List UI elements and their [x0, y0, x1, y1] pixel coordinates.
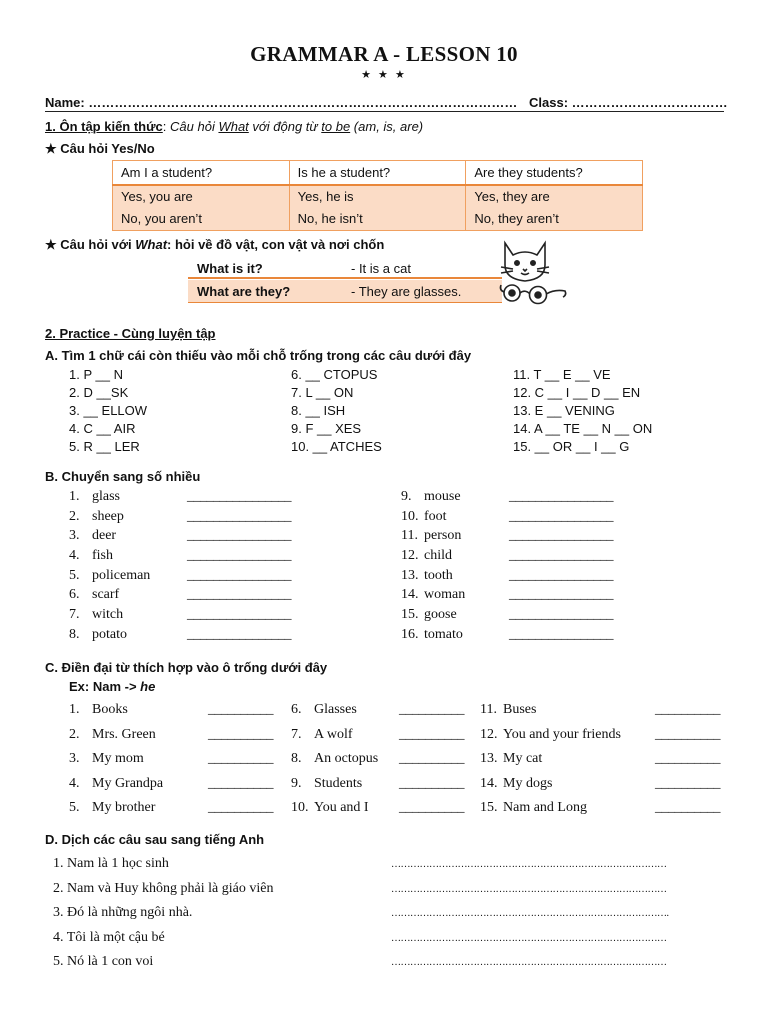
item-number: 5. [69, 567, 80, 583]
answer-blank[interactable]: ________________ [509, 548, 613, 564]
partC-example: Ex: Nam -> he [69, 679, 156, 694]
item-word: Books [92, 702, 128, 717]
section1-number: 1. Ôn tập kiến thức [45, 119, 163, 134]
partA-heading: A. Tìm 1 chữ cái còn thiếu vào mỗi chỗ trống trong các câu dưới đây [45, 348, 472, 363]
answer-blank[interactable]: ________________ [187, 548, 291, 564]
what-answer: - They are glasses. [351, 284, 462, 299]
item-word: goose [424, 607, 457, 623]
item-number: 13. [480, 751, 498, 766]
item-number: 3. [69, 751, 80, 766]
cat-with-glasses-icon [495, 235, 570, 310]
item-word: person [424, 528, 462, 544]
translation-item: 3. Đó là những ngôi nhà. [53, 905, 193, 920]
answer-dotted-line[interactable]: …………………………………………………………………………… [391, 957, 667, 968]
item-number: 12. [480, 726, 498, 742]
answer-dotted-line[interactable]: …………………………………………………………………………… [391, 932, 667, 944]
partC-heading: C. Điền đại từ thích hợp vào ô trống dưới đây [45, 660, 328, 675]
section1-heading: 1. Ôn tập kiến thức: Câu hỏi What với động từ to be (am, is, are) [45, 119, 424, 134]
yesno-cell: Yes, he is [289, 185, 466, 208]
answer-blank[interactable]: ________________ [187, 587, 291, 603]
item-word: My mom [92, 751, 144, 766]
answer-blank[interactable]: ________________ [509, 508, 613, 524]
answer-blank[interactable]: __________ [655, 702, 720, 717]
list-item: 10. __ ATCHES [291, 439, 382, 454]
yesno-cell: Yes, they are [466, 185, 643, 208]
answer-blank[interactable]: __________ [208, 800, 273, 815]
list-item: 3. __ ELLOW [69, 403, 148, 418]
answer-blank[interactable]: ________________ [509, 528, 613, 544]
list-item: 7. L __ ON [291, 385, 354, 400]
yesno-header: Am I a student? [113, 161, 290, 185]
answer-blank[interactable]: __________ [655, 751, 720, 766]
item-number: 11. [401, 528, 418, 544]
list-item: 12. C __ I __ D __ EN [513, 385, 641, 400]
list-item: 14. A __ TE __ N __ ON [513, 421, 653, 436]
list-item: 9. F __ XES [291, 421, 362, 436]
item-number: 4. [69, 775, 80, 791]
item-word: My brother [92, 800, 156, 815]
answer-blank[interactable]: ________________ [187, 508, 291, 524]
answer-blank[interactable]: __________ [208, 726, 273, 742]
answer-blank[interactable]: ________________ [187, 607, 291, 623]
what-question: What is it? [197, 261, 263, 276]
item-word: tomato [424, 626, 463, 642]
item-word: You and I [314, 800, 369, 815]
answer-blank[interactable]: ________________ [187, 489, 291, 504]
item-number: 15. [401, 607, 419, 623]
yesno-heading: ★ Câu hỏi Yes/No [45, 141, 155, 156]
translation-item: 2. Nam và Huy không phải là giáo viên [53, 880, 274, 896]
item-word: woman [424, 587, 466, 603]
item-word: glass [92, 489, 120, 504]
item-number: 10. [291, 800, 309, 815]
item-word: child [424, 548, 452, 564]
name-field[interactable]: Name: ……………………………………………………………………………………… [45, 95, 518, 110]
item-number: 5. [69, 800, 80, 815]
yesno-cell: Yes, you are [113, 185, 290, 208]
answer-blank[interactable]: __________ [208, 702, 273, 717]
item-word: Mrs. Green [92, 726, 156, 742]
section2-heading: 2. Practice - Cùng luyện tập [45, 326, 216, 341]
translation-item: 1. Nam là 1 học sinh [53, 856, 169, 871]
list-item: 5. R __ LER [69, 439, 140, 454]
item-number: 2. [69, 726, 80, 742]
item-number: 8. [291, 751, 302, 766]
item-number: 10. [401, 508, 419, 524]
partA-col1 [69, 366, 147, 456]
yesno-cell: No, they aren’t [466, 208, 643, 231]
item-word: Buses [503, 702, 537, 717]
name-class-row [45, 95, 728, 112]
item-word: tooth [424, 567, 453, 583]
item-number: 6. [291, 702, 302, 717]
item-number: 6. [69, 587, 80, 603]
answer-blank[interactable]: __________ [399, 800, 464, 815]
list-item: 4. C __ AIR [69, 421, 136, 436]
list-item: 15. __ OR __ I __ G [513, 439, 630, 454]
item-number: 15. [480, 800, 498, 815]
answer-blank[interactable]: __________ [399, 726, 464, 742]
item-number: 3. [69, 528, 80, 544]
title-stars: ★ ★ ★ [361, 69, 407, 81]
item-word: Glasses [314, 702, 357, 717]
list-item: 6. __ CTOPUS [291, 367, 378, 382]
partA-col3 [513, 366, 652, 456]
partB-heading: B. Chuyển sang số nhiều [45, 469, 201, 484]
yesno-header: Are they students? [466, 161, 643, 185]
item-word: mouse [424, 489, 461, 504]
item-number: 1. [69, 489, 80, 504]
translation-item: 5. Nó là 1 con voi [53, 954, 154, 969]
item-word: Nam and Long [503, 800, 587, 815]
yesno-cell: No, he isn’t [289, 208, 466, 231]
answer-blank[interactable]: __________ [208, 751, 273, 766]
answer-blank[interactable]: ________________ [509, 626, 613, 642]
answer-dotted-line[interactable]: …………………………………………………………………………… [391, 883, 667, 895]
item-word: My Grandpa [92, 775, 164, 791]
item-number: 9. [291, 775, 302, 791]
answer-blank[interactable]: ________________ [509, 489, 613, 504]
list-item: 2. D __SK [69, 385, 129, 400]
item-word: foot [424, 508, 447, 524]
item-word: My dogs [503, 775, 553, 791]
answer-blank[interactable]: __________ [399, 702, 464, 717]
item-word: A wolf [314, 726, 353, 742]
item-word: policeman [92, 567, 151, 583]
answer-blank[interactable]: ________________ [509, 587, 613, 603]
item-number: 7. [69, 607, 80, 623]
answer-blank[interactable]: __________ [655, 726, 720, 742]
class-field[interactable]: Class: ……………………………… [529, 95, 728, 110]
item-number: 14. [480, 775, 498, 791]
item-number: 16. [401, 626, 419, 642]
answer-dotted-line[interactable]: …………………………………………………………………………… [391, 859, 667, 870]
item-word: fish [92, 548, 113, 564]
answer-blank[interactable]: ________________ [187, 528, 291, 544]
item-number: 2. [69, 508, 80, 524]
yesno-cell: No, you aren’t [113, 208, 290, 231]
item-word: deer [92, 528, 117, 544]
what-question: What are they? [197, 284, 291, 299]
answer-blank[interactable]: ________________ [509, 607, 613, 623]
list-item: 8. __ ISH [291, 403, 346, 418]
item-number: 8. [69, 626, 80, 642]
item-word: An octopus [314, 751, 379, 766]
item-number: 12. [401, 548, 419, 564]
item-number: 4. [69, 548, 80, 564]
what-table-row [188, 257, 502, 279]
what-table-row [188, 280, 502, 303]
item-number: 1. [69, 702, 80, 717]
answer-blank[interactable]: __________ [655, 800, 720, 815]
item-word: potato [92, 626, 127, 642]
item-number: 7. [291, 726, 302, 742]
answer-blank[interactable]: ________________ [187, 626, 291, 642]
item-number: 14. [401, 587, 419, 603]
partD-heading: D. Dịch các câu sau sang tiếng Anh [45, 832, 265, 847]
answer-blank[interactable]: __________ [399, 751, 464, 766]
answer-blank[interactable]: ________________ [509, 567, 613, 583]
item-word: sheep [92, 508, 124, 524]
what-heading: ★ Câu hỏi với What: hỏi về đồ vật, con vật và nơi chốn [45, 237, 385, 252]
answer-blank[interactable]: __________ [208, 775, 273, 791]
item-word: scarf [92, 587, 120, 603]
yesno-table [112, 160, 643, 231]
item-number: 11. [480, 702, 497, 717]
yesno-header: Is he a student? [289, 161, 466, 185]
answer-dotted-line[interactable]: ……………………………………………………………………………. [391, 908, 669, 919]
answer-blank[interactable]: __________ [399, 775, 464, 791]
answer-blank[interactable]: __________ [655, 775, 720, 791]
item-word: My cat [503, 751, 543, 766]
item-number: 9. [401, 489, 412, 504]
list-item: 1. P __ N [69, 367, 123, 382]
list-item: 11. T __ E __ VE [513, 367, 611, 382]
item-word: Students [314, 775, 363, 791]
translation-item: 4. Tôi là một cậu bé [53, 929, 165, 945]
item-word: You and your friends [503, 726, 621, 742]
partA-col2 [291, 366, 382, 456]
item-number: 13. [401, 567, 419, 583]
answer-blank[interactable]: ________________ [187, 567, 291, 583]
page-title: GRAMMAR A - LESSON 10 [250, 42, 518, 66]
what-answer: - It is a cat [351, 261, 411, 276]
item-word: witch [92, 607, 124, 623]
list-item: 13. E __ VENING [513, 403, 615, 418]
